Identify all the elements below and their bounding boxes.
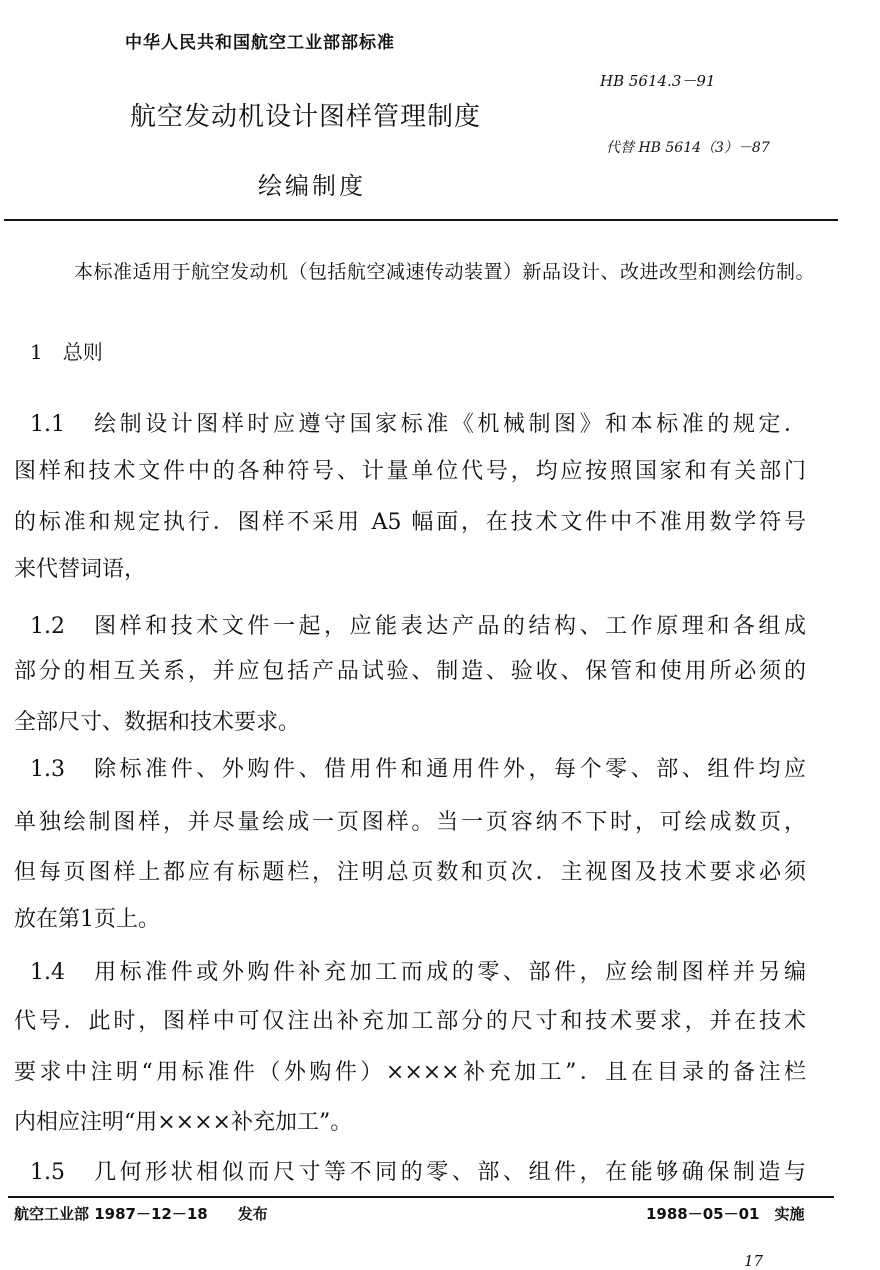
paragraph-line: 来代替词语， xyxy=(14,557,147,582)
header-divider xyxy=(4,219,838,221)
document-subtitle: 绘编制度 xyxy=(258,172,366,200)
document-title: 航空发动机设计图样管理制度 xyxy=(130,102,482,132)
standard-code: HB 5614.3－91 xyxy=(600,72,716,90)
page-number: 17 xyxy=(744,1252,764,1270)
paragraph-line: 代号．此时，图样中可仅注出补充加工部分的尺寸和技术要求，并在技术 xyxy=(14,1009,806,1034)
effective-date: 1988－05－01 实施 xyxy=(646,1205,805,1223)
paragraph-line: 但每页图样上都应有标题栏，注明总页数和页次．主视图及技术要求必须 xyxy=(14,860,806,885)
footer-divider xyxy=(8,1196,834,1198)
replaces-code: 代替 HB 5614（3）－87 xyxy=(606,140,770,156)
paragraph-line: 的标准和规定执行．图样不采用 A5 幅面，在技术文件中不准用数学符号 xyxy=(14,510,806,535)
paragraph-line: 1.2 图样和技术文件一起，应能表达产品的结构、工作原理和各组成 xyxy=(30,614,806,639)
paragraph-line: 1.5 几何形状相似而尺寸等不同的零、部、组件，在能够确保制造与 xyxy=(30,1160,806,1185)
paragraph-line: 内相应注明“用××××补充加工”。 xyxy=(14,1110,353,1135)
paragraph-line: 1.4 用标准件或外购件补充加工而成的零、部件，应绘制图样并另编 xyxy=(30,960,806,985)
paragraph-line: 部分的相互关系，并应包括产品试验、制造、验收、保管和使用所必须的 xyxy=(14,659,806,684)
paragraph-line: 1.3 除标准件、外购件、借用件和通用件外，每个零、部、组件均应 xyxy=(30,757,806,782)
paragraph-line: 图样和技术文件中的各种符号、计量单位代号，均应按照国家和有关部门 xyxy=(14,459,806,484)
scope-statement: 本标准适用于航空发动机（包括航空减速传动装置）新品设计、改进改型和测绘仿制。 xyxy=(74,261,816,283)
issue-date: 航空工业部 1987－12－18 发布 xyxy=(14,1205,268,1223)
section-heading: 1 总则 xyxy=(30,340,103,364)
issuing-organization: 中华人民共和国航空工业部部标准 xyxy=(125,33,395,53)
paragraph-line: 放在第1页上。 xyxy=(14,907,160,932)
paragraph-line: 全部尺寸、数据和技术要求。 xyxy=(14,710,301,735)
paragraph-line: 要求中注明“用标准件（外购件）××××补充加工”．且在目录的备注栏 xyxy=(14,1060,806,1085)
paragraph-line: 单独绘制图样，并尽量绘成一页图样。当一页容纳不下时，可绘成数页， xyxy=(14,810,806,835)
paragraph-line: 1.1 绘制设计图样时应遵守国家标准《机械制图》和本标准的规定． xyxy=(30,412,806,437)
